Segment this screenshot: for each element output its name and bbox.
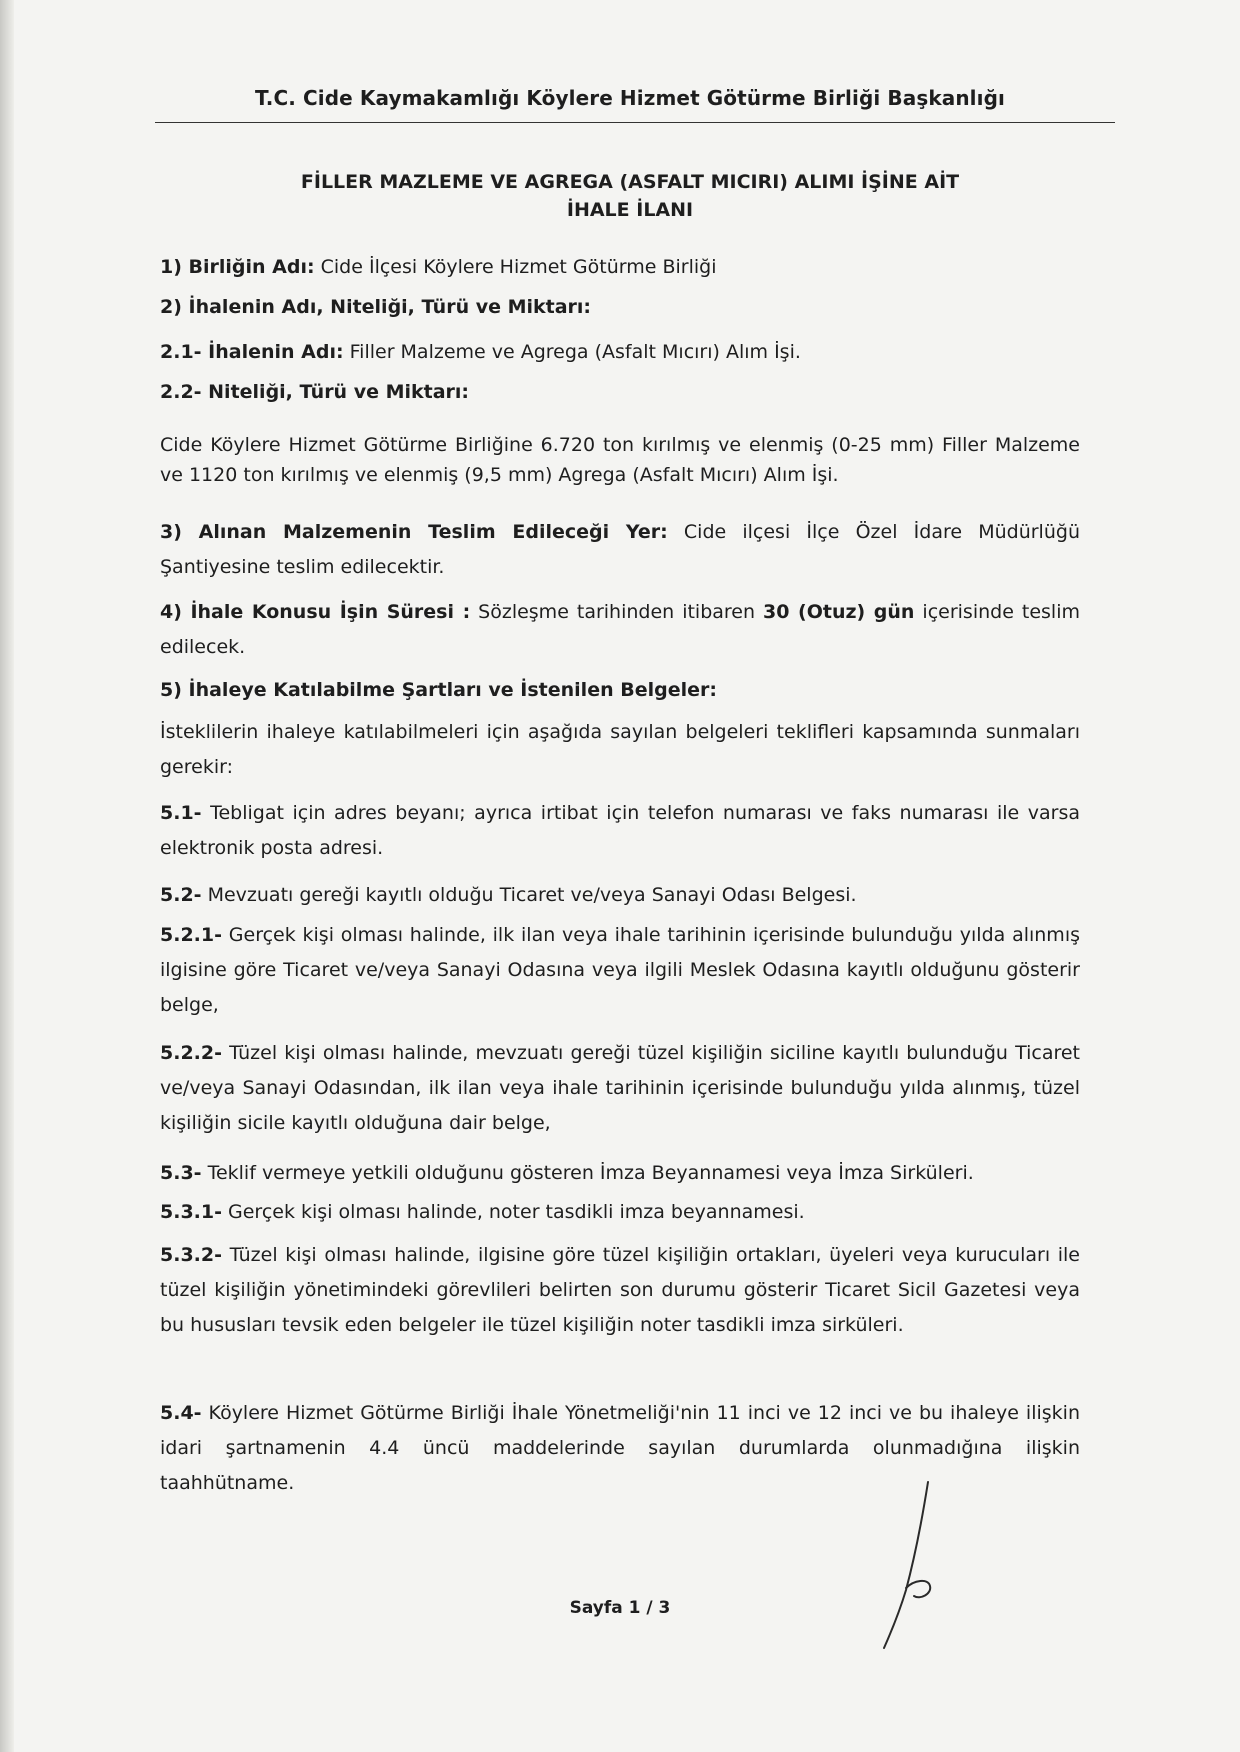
section-4-label: 4) İhale Konusu İşin Süresi :	[160, 601, 471, 623]
section-2-2	[160, 375, 1080, 410]
page-header: T.C. Cide Kaymakamlığı Köylere Hizmet Götürme Birliği Başkanlığı	[255, 86, 1005, 110]
section-1	[160, 250, 1080, 285]
section-5-2-text: Mevzuatı gereği kayıtlı olduğu Ticaret ve/veya Sanayi Odası Belgesi.	[201, 884, 857, 906]
section-5-3-2	[160, 1238, 1080, 1343]
section-2-1	[160, 335, 1080, 370]
section-5-2-1-label: 5.2.1-	[160, 924, 222, 946]
section-4-value-a: Sözleşme tarihinden itibaren	[470, 601, 764, 623]
section-2-label: 2) İhalenin Adı, Niteliği, Türü ve Miktarı:	[160, 296, 592, 318]
section-5-3-label: 5.3-	[160, 1162, 202, 1184]
section-5-4-text: Köylere Hizmet Götürme Birliği İhale Yönetmeliği'nin 11 inci ve 12 inci ve bu ihaleye ilişkin idari şartnamenin 4.4 üncü maddelerinde sayılan durumlarda olunmadığına ilişkin taahhütname.	[160, 1402, 1080, 1494]
section-5-2-2-label: 5.2.2-	[160, 1042, 222, 1064]
section-1-label: 1) Birliğin Adı:	[160, 256, 315, 278]
section-5-4-label: 5.4-	[160, 1402, 202, 1424]
section-2-1-label: 2.1- İhalenin Adı:	[160, 341, 344, 363]
section-5-3-2-label: 5.3.2-	[160, 1244, 222, 1266]
section-5-1	[160, 796, 1080, 866]
section-5-1-label: 5.1-	[160, 802, 202, 824]
section-5-1-text: Tebligat için adres beyanı; ayrıca irtibat için telefon numarası ve faks numarası ile varsa elektronik posta adresi.	[160, 802, 1080, 859]
section-5-text: İsteklilerin ihaleye katılabilmeleri için aşağıda sayılan belgeleri teklifleri kapsamında sunmaları gerekir:	[160, 721, 1080, 778]
section-5-3-2-text: Tüzel kişi olması halinde, ilgisine göre tüzel kişiliğin ortakları, üyeleri veya kurucuları ile tüzel kişiliğin yönetimindeki görevlileri belirten son durumu gösterir Ticaret Sicil Gazetesi veya bu hususları tevsik eden belgeler ile tüzel kişiliğin noter tasdikli imza sirküleri.	[160, 1244, 1080, 1336]
section-5-3-1	[160, 1195, 1080, 1230]
section-2	[160, 290, 1080, 325]
section-5	[160, 673, 1080, 708]
section-4	[160, 595, 1080, 665]
title-line-2: İHALE İLANI	[566, 199, 694, 221]
section-2-2-text: Cide Köylere Hizmet Götürme Birliğine 6.720 ton kırılmış ve elenmiş (0-25 mm) Filler Malzeme ve 1120 ton kırılmış ve elenmiş (9,5 mm) Agrega (Asfalt Mıcırı) Alım İşi.	[160, 434, 1080, 486]
section-5-3-1-label: 5.3.1-	[160, 1201, 222, 1223]
section-5-3-1-text: Gerçek kişi olması halinde, noter tasdikli imza beyannamesi.	[221, 1201, 805, 1223]
section-5-4	[160, 1396, 1080, 1501]
section-4-value-b: içerisinde teslim edilecek.	[160, 601, 1080, 658]
handwritten-signature	[870, 1480, 940, 1650]
section-5-label: 5) İhaleye Katılabilme Şartları ve İstenilen Belgeler:	[160, 679, 717, 701]
section-3-value: Cide ilçesi İlçe Özel İdare Müdürlüğü Şantiyesine teslim edilecektir.	[160, 521, 1080, 578]
section-5-2-2-text: Tüzel kişi olması halinde, mevzuatı gereği tüzel kişiliğin siciline kayıtlı bulunduğu Ticaret ve/veya Sanayi Odasından, ilk ilan veya ihale tarihinin içerisinde bulunduğu yılda alınmış, tüzel kişiliğin sicile kayıtlı olduğuna dair belge,	[160, 1042, 1080, 1134]
section-2-2-label: 2.2- Niteliği, Türü ve Miktarı:	[160, 381, 470, 403]
document-title	[150, 168, 1110, 224]
section-5-2-1	[160, 918, 1080, 1023]
page-number: Sayfa 1 / 3	[569, 1598, 671, 1618]
section-5-3	[160, 1156, 1080, 1191]
title-line-1: FİLLER MAZLEME VE AGREGA (ASFALT MICIRI) ALIMI İŞİNE AİT	[300, 171, 960, 193]
section-4-duration: 30 (Otuz) gün	[763, 601, 915, 623]
section-1-value: Cide İlçesi Köylere Hizmet Götürme Birliği	[314, 256, 717, 278]
section-3	[160, 515, 1080, 585]
section-2-1-value: Filler Malzeme ve Agrega (Asfalt Mıcırı) Alım İşi.	[343, 341, 801, 363]
section-5-2-2	[160, 1036, 1080, 1141]
section-5-3-text: Teklif vermeye yetkili olduğunu gösteren İmza Beyannamesi veya İmza Sirküleri.	[201, 1162, 974, 1184]
section-5-2-1-text: Gerçek kişi olması halinde, ilk ilan veya ihale tarihinin içerisinde bulunduğu yılda alınmış ilgisine göre Ticaret ve/veya Sanayi Odasına veya ilgili Meslek Odasına kayıtlı olduğunu gösterir belge,	[160, 924, 1080, 1016]
section-3-label: 3) Alınan Malzemenin Teslim Edileceği Yer:	[160, 521, 668, 543]
section-5-2-label: 5.2-	[160, 884, 202, 906]
section-5-2	[160, 878, 1080, 913]
header-divider	[155, 122, 1115, 123]
